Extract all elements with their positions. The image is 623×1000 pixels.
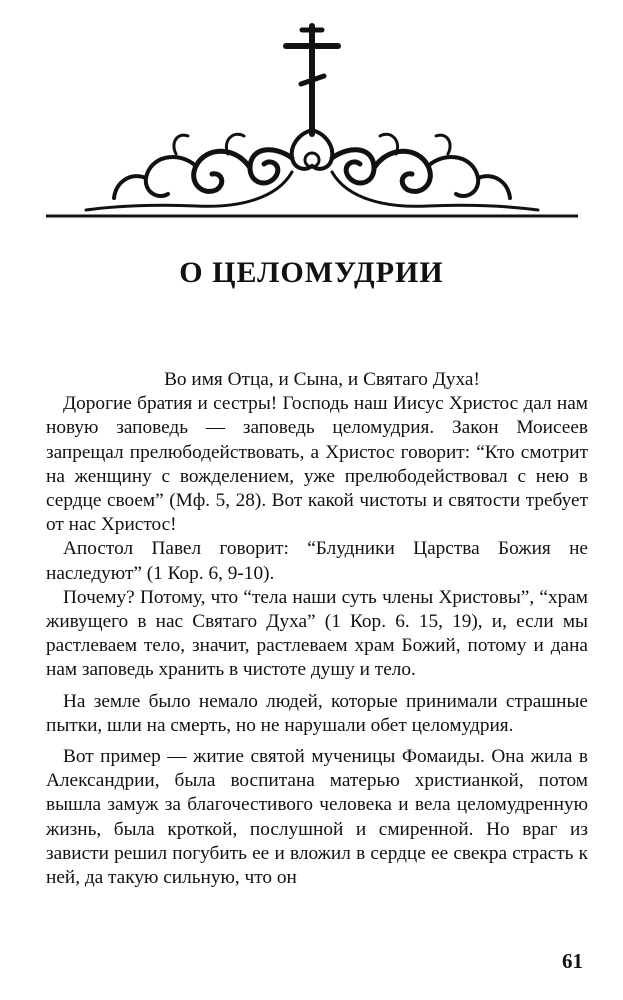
paragraph: Вот пример — житие святой мученицы Фомаиды. Она жила в Александрии, была воспитана матерью христианкой, потом вышла замуж за благочестивого человека и вела целомудренную жизнь, была кроткой, послушной и смиренной. Но враг из зависти решил погубить ее и вложил в сердце ее свекра страсть к ней, да такую сильную, что он: [46, 746, 588, 889]
page-title: О ЦЕЛОМУДРИИ: [179, 256, 444, 289]
paragraph: Во имя Отца, и Сына, и Святаго Духа!: [164, 369, 480, 390]
orthodox-cross-ornament-icon: [46, 22, 578, 220]
paragraph: Апостол Павел говорит: “Блудники Царства Божия не наследуют” (1 Кор. 6, 9-10).: [46, 538, 588, 584]
paragraph: Дорогие братия и сестры! Господь наш Иисус Христос дал нам новую заповедь — заповедь целомудрия. Закон Моисеев запрещал прелюбодействовать, а Христос говорит: “Кто смотрит на женщину с вожделением, уже прелюбодействовал с нею в сердце своем” (Мф. 5, 28). Вот какой чистоты и святости требует от нас Христос!: [46, 393, 588, 536]
paragraph: На земле было немало людей, которые принимали страшные пытки, шли на смерть, но не нарушали обет целомудрия.: [46, 690, 588, 736]
page-number: 61: [562, 949, 583, 973]
paragraph: Почему? Потому, что “тела наши суть члены Христовы”, “храм живущего в нас Святаго Духа” (1 Кор. 6. 15, 19), и, если мы растлеваем тело, значит, растлеваем храм Божий, потому и дана нам заповедь хранить в чистоте душу и тело.: [46, 586, 588, 681]
body-text: [46, 368, 588, 890]
